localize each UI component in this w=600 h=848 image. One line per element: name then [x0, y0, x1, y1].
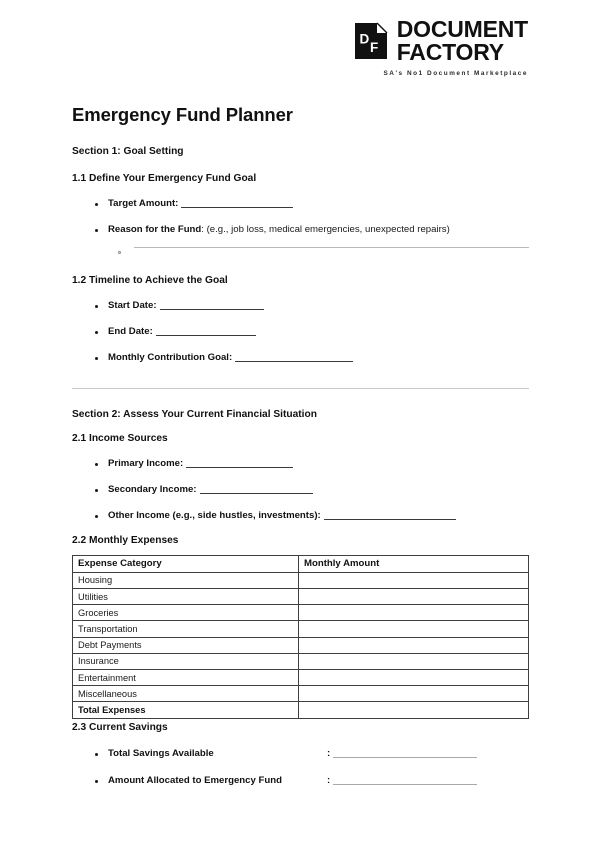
section-2-2-heading: 2.2 Monthly Expenses	[72, 534, 179, 546]
brand-name-line1: DOCUMENT	[396, 16, 528, 42]
list-item-target-amount	[72, 198, 529, 210]
page-title: Emergency Fund Planner	[72, 104, 293, 125]
list-item-end-date	[72, 326, 529, 338]
field-colon: :	[327, 774, 331, 786]
section-1-1-heading: 1.1 Define Your Emergency Fund Goal	[72, 173, 257, 184]
cell-amount[interactable]	[299, 605, 529, 621]
list-item-other-income	[72, 510, 529, 522]
table-row	[73, 653, 529, 669]
field-label: Monthly Contribution Goal:	[108, 351, 233, 363]
list-item-amount-allocated-to-emergency-fund	[72, 775, 529, 787]
field-hint: : (e.g., job loss, medical emergencies, unexpected repairs)	[201, 223, 450, 235]
field-label: End Date:	[108, 325, 153, 337]
svg-text:D: D	[359, 31, 369, 47]
field-colon: :	[327, 747, 331, 759]
section-1-1-list	[72, 198, 529, 236]
sub-bullet-blank-row	[72, 247, 529, 259]
brand-name-line2: FACTORY	[396, 38, 504, 65]
section-1-heading: Section 1: Goal Setting	[72, 146, 184, 157]
table-row	[73, 605, 529, 621]
table-header-row	[73, 555, 529, 572]
table-row	[73, 589, 529, 605]
table-row	[73, 621, 529, 637]
list-item-secondary-income	[72, 484, 529, 496]
list-item-start-date	[72, 300, 529, 312]
cell-amount[interactable]	[299, 637, 529, 653]
cell-category: Miscellaneous	[73, 686, 299, 702]
cell-category: Insurance	[73, 653, 299, 669]
section-2-1-list	[72, 458, 529, 522]
svg-text:F: F	[369, 39, 378, 55]
list-item-total-savings-available	[72, 748, 529, 760]
list-item-primary-income	[72, 458, 529, 470]
cell-category-total: Total Expenses	[73, 702, 299, 718]
table-row-total	[73, 702, 529, 718]
cell-amount[interactable]	[299, 670, 529, 686]
section-2-3-list	[72, 748, 529, 787]
field-label: Start Date:	[108, 299, 157, 311]
list-item-reason-for-fund	[72, 224, 529, 236]
section-divider	[72, 388, 529, 389]
section-2-3-heading: 2.3 Current Savings	[72, 721, 168, 733]
cell-category: Entertainment	[73, 670, 299, 686]
cell-category: Utilities	[73, 589, 299, 605]
fill-in-blank[interactable]	[156, 335, 256, 336]
cell-amount[interactable]	[299, 572, 529, 588]
brand-row	[354, 18, 528, 63]
section-1-2-heading: 1.2 Timeline to Achieve the Goal	[72, 274, 228, 286]
fill-in-blank-rule[interactable]	[134, 247, 529, 248]
cell-category: Groceries	[73, 605, 299, 621]
table-row	[73, 670, 529, 686]
table-row	[73, 686, 529, 702]
table-row	[73, 637, 529, 653]
monthly-expenses-table	[72, 555, 529, 719]
fill-in-blank[interactable]	[160, 309, 264, 310]
field-label: Reason for the Fund	[108, 223, 202, 235]
table-header	[73, 555, 529, 572]
section-2-heading: Section 2: Assess Your Current Financial Situation	[72, 408, 317, 420]
field-label: Amount Allocated to Emergency Fund	[108, 774, 282, 786]
fill-in-blank[interactable]	[324, 519, 456, 520]
field-label: Target Amount:	[108, 198, 179, 209]
table-row	[73, 572, 529, 588]
fill-in-blank[interactable]	[181, 207, 293, 208]
fill-in-blank[interactable]	[333, 784, 477, 785]
table-body	[73, 572, 529, 718]
column-header-monthly-amount: Monthly Amount	[299, 555, 529, 572]
document-page-icon	[354, 22, 388, 60]
field-label: Secondary Income:	[108, 483, 197, 495]
section-2-1-heading: 2.1 Income Sources	[72, 432, 168, 444]
cell-amount[interactable]	[299, 589, 529, 605]
brand-wordmark	[397, 18, 528, 63]
fill-in-blank[interactable]	[186, 467, 293, 468]
cell-amount[interactable]	[299, 621, 529, 637]
fill-in-blank[interactable]	[333, 757, 477, 758]
field-label: Total Savings Available	[108, 747, 214, 759]
fill-in-blank[interactable]	[200, 493, 313, 494]
cell-category: Transportation	[73, 621, 299, 637]
field-label: Primary Income:	[108, 457, 184, 469]
fill-in-blank[interactable]	[235, 361, 353, 362]
column-header-expense-category: Expense Category	[73, 555, 299, 572]
section-1-2-list	[72, 300, 529, 364]
cell-amount-total[interactable]	[299, 702, 529, 718]
field-label: Other Income (e.g., side hustles, investments):	[108, 509, 321, 521]
brand-tagline: SA's No1 Document Marketplace	[383, 70, 528, 78]
cell-category: Debt Payments	[73, 637, 299, 653]
cell-amount[interactable]	[299, 686, 529, 702]
cell-amount[interactable]	[299, 653, 529, 669]
list-item-monthly-contribution-goal	[72, 352, 529, 364]
cell-category: Housing	[73, 572, 299, 588]
document-body	[72, 104, 529, 787]
brand-logo	[354, 18, 528, 77]
